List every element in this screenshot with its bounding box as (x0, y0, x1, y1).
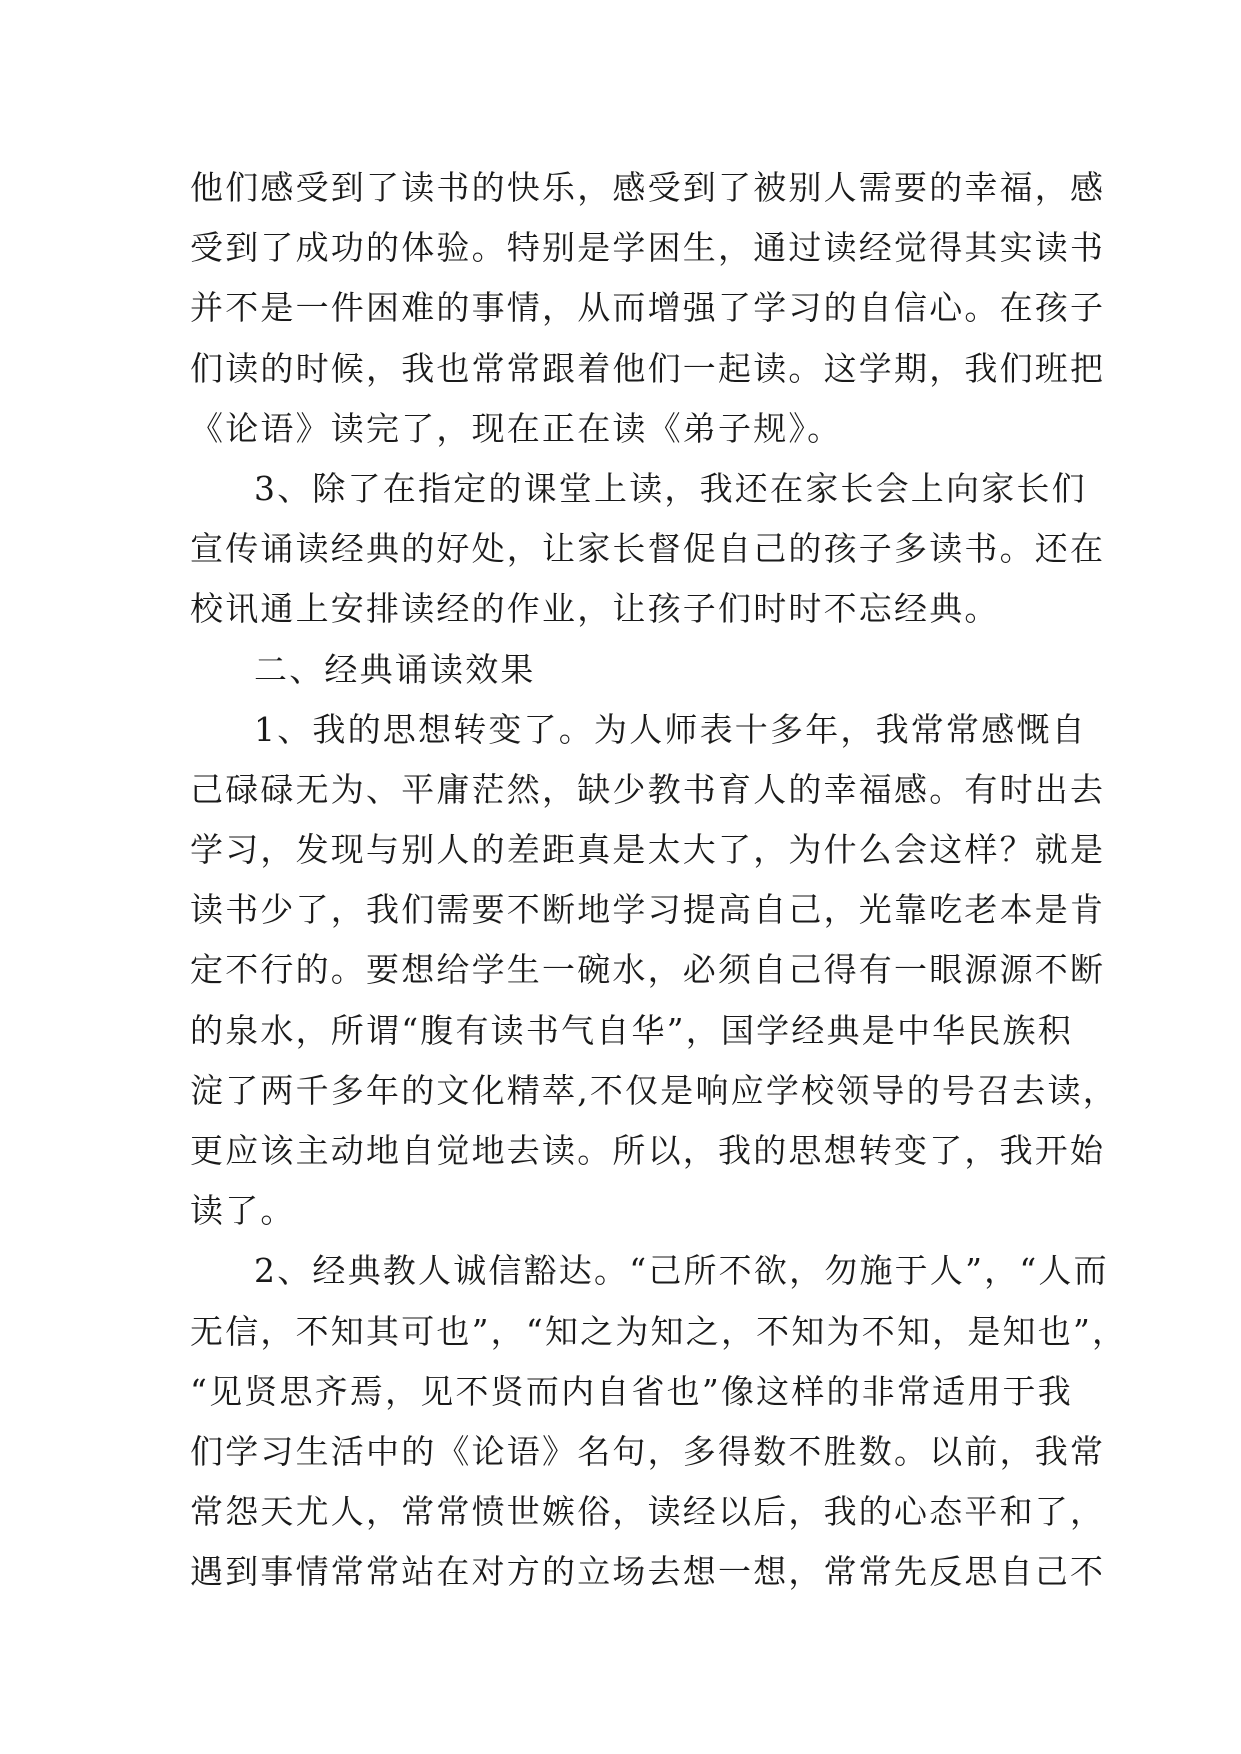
text-line: 2、经典教人诚信豁达。“己所不欲，勿施于人”，“人而 (254, 1251, 1109, 1291)
text-line: 们读的时候，我也常常跟着他们一起读。这学期，我们班把 (190, 348, 1106, 388)
text-line: 己碌碌无为、平庸茫然，缺少教书育人的幸福感。有时出去 (190, 769, 1106, 809)
text-line: 他们感受到了读书的快乐，感受到了被别人需要的幸福，感 (190, 168, 1106, 207)
text-line: 校讯通上安排读经的作业，让孩子们时时不忘经典。 (190, 589, 1000, 629)
text-line: 读书少了，我们需要不断地学习提高自己，光靠吃老本是肯 (190, 890, 1106, 930)
text-line: 们学习生活中的《论语》名句，多得数不胜数。以前，我常 (190, 1431, 1106, 1471)
text-line: 的泉水，所谓“腹有读书气自华”，国学经典是中华民族积 (190, 1010, 1073, 1050)
text-line: 1、我的思想转变了。为人师表十多年，我常常感慨自 (254, 709, 1087, 749)
text-line: 二、经典诵读效果 (254, 649, 536, 689)
text-line: 淀了两千多年的文化精萃,不仅是响应学校领导的号召去读， (190, 1070, 1118, 1110)
text-line: “见贤思齐焉，见不贤而内自省也”像这样的非常适用于我 (190, 1371, 1073, 1411)
text-line: 宣传诵读经典的好处，让家长督促自己的孩子多读书。还在 (190, 529, 1106, 569)
text-line: 读了。 (190, 1191, 296, 1231)
text-line: 《论语》读完了，现在正在读《弟子规》。 (190, 408, 843, 448)
text-line: 无信，不知其可也”，“知之为知之，不知为不知，是知也”， (190, 1311, 1128, 1351)
document-body (190, 158, 1128, 1603)
text-line: 常怨天尤人，常常愤世嫉俗，读经以后，我的心态平和了， (190, 1492, 1106, 1532)
text-line: 遇到事情常常站在对方的立场去想一想，常常先反思自己不 (190, 1552, 1106, 1592)
text-line: 定不行的。要想给学生一碗水，必须自己得有一眼源源不断 (190, 950, 1106, 990)
text-line: 并不是一件困难的事情，从而增强了学习的自信心。在孩子 (190, 288, 1106, 328)
text-line: 3、除了在指定的课堂上读，我还在家长会上向家长们 (254, 468, 1087, 508)
text-line: 更应该主动地自觉地去读。所以，我的思想转变了，我开始 (190, 1131, 1106, 1170)
text-line: 学习，发现与别人的差距真是太大了，为什么会这样？就是 (190, 830, 1106, 870)
text-line: 受到了成功的体验。特别是学困生，通过读经觉得其实读书 (190, 228, 1106, 268)
